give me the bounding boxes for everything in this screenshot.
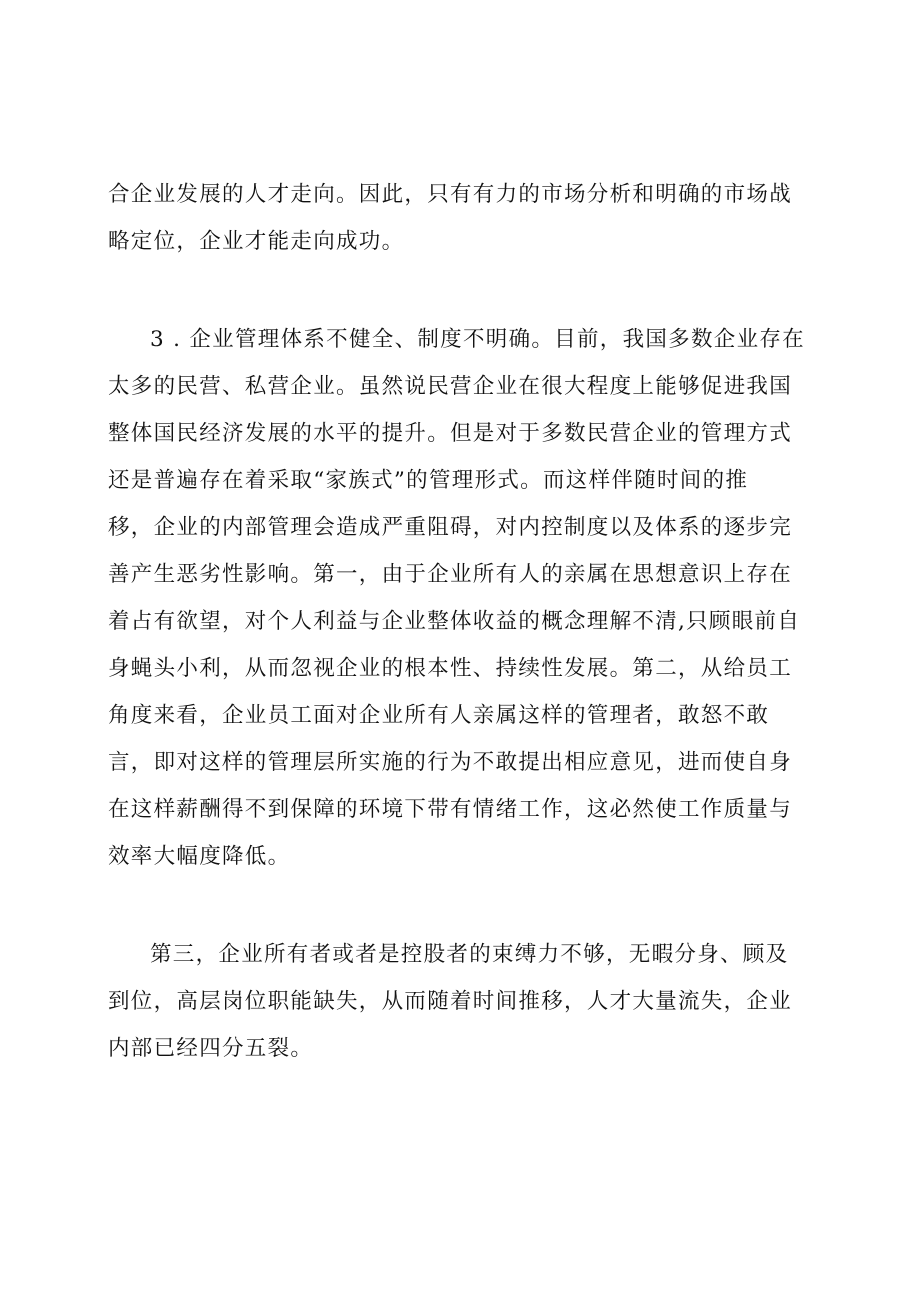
text-line: 略定位，企业才能走向成功。 — [108, 229, 405, 254]
text-line: 移，企业的内部管理会造成严重阻碍，对内控制度以及体系的逐步完 — [108, 515, 793, 540]
text-line: 善产生恶劣性影响。第一，由于企业所有人的亲属在思想意识上存在 — [108, 562, 793, 587]
text-line: 内部已经四分五裂。 — [108, 1036, 314, 1061]
text-line: 身蝇头小利，从而忽视企业的根本性、持续性发展。第二，从给员工 — [108, 656, 793, 681]
text-line: 3 . 企业管理体系不健全、制度不明确。目前，我国多数企业存在 — [150, 327, 805, 352]
text-line: 合企业发展的人才走向。因此，只有有力的市场分析和明确的市场战 — [108, 182, 793, 207]
text-line: 整体国民经济发展的水平的提升。但是对于多数民营企业的管理方式 — [108, 421, 793, 446]
text-line: 还是普遍存在着采取“家族式”的管理形式。而这样伴随时间的推 — [108, 468, 749, 493]
text-line: 角度来看，企业员工面对企业所有人亲属这样的管理者，敢怒不敢 — [108, 703, 770, 728]
text-line: 到位，高层岗位职能缺失，从而随着时间推移，人才大量流失，企业 — [108, 989, 793, 1014]
text-line: 着占有欲望，对个人利益与企业整体收益的概念理解不清,只顾眼前自 — [108, 609, 801, 634]
text-line: 第三，企业所有者或者是控股者的束缚力不够，无暇分身、顾及 — [150, 942, 789, 967]
text-line: 效率大幅度降低。 — [108, 844, 291, 869]
text-line: 太多的民营、私营企业。虽然说民营企业在很大程度上能够促进我国 — [108, 374, 793, 399]
text-line: 在这样薪酬得不到保障的环境下带有情绪工作，这必然使工作质量与 — [108, 797, 793, 822]
text-line: 言，即对这样的管理层所实施的行为不敢提出相应意见，进而使自身 — [108, 750, 793, 775]
